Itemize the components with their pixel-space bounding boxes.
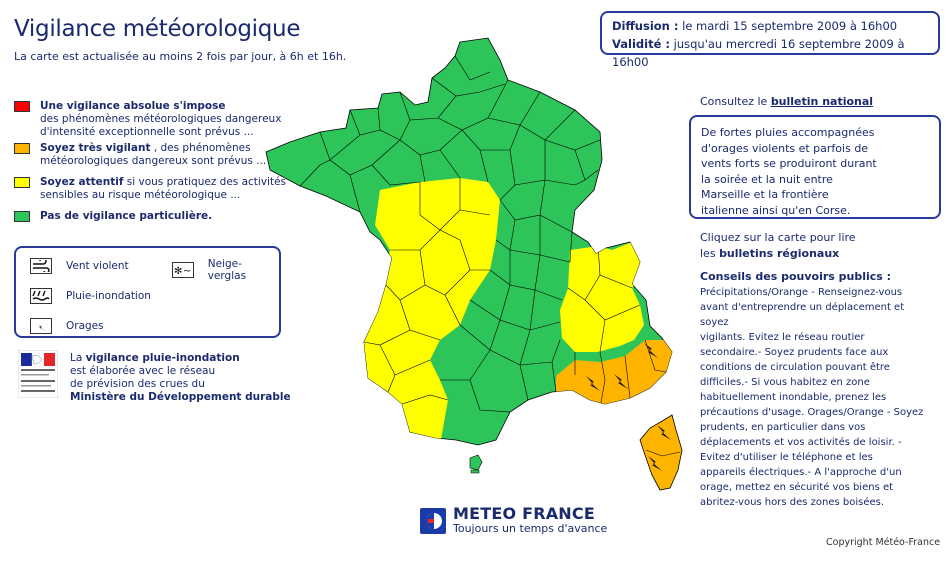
conseils-line: orage, mettez en sécurité vos biens et [700, 482, 894, 493]
svg-text:~: ~ [182, 266, 192, 276]
rain-flood-icon [30, 288, 52, 304]
legend-swatch-yellow [14, 177, 30, 188]
legend-swatch-red [14, 101, 30, 112]
phen-pluie [30, 288, 151, 304]
brand-tagline: Toujours un temps d'avance [453, 522, 608, 535]
meteo-france-logo[interactable] [420, 506, 607, 535]
bulletin-line: italienne ainsi qu'en Corse. [701, 203, 851, 217]
conseils-title: Conseils des pouvoirs publics : [700, 270, 892, 283]
legend-orange-text: , des phénomènes météorologiques dangereux sont prévus ... [40, 142, 267, 167]
page-title: Vigilance météorologique [14, 16, 301, 42]
conseils-line: précautions d'usage. Orages/Orange - Soyez [700, 407, 924, 418]
page-subtitle: La carte est actualisée au moins 2 fois par jour, à 6h et 16h. [14, 50, 347, 63]
validite-label: Validité : [612, 37, 670, 51]
conseils-line: difficiles.- Si vous habitez en zone [700, 377, 870, 388]
vig-pluie-line1-pre: La [70, 352, 86, 364]
phen-neige-label: Neige-verglas [207, 258, 247, 282]
validite-value: jusqu'au mercredi 16 septembre 2009 à 16h00 [612, 37, 905, 69]
diffusion-value: le mardi 15 septembre 2009 à 16h00 [678, 19, 898, 33]
bulletin-line: d'orages violents et parfois de [701, 141, 869, 155]
conseils-line: abritez-vous hors des zones boisées. [700, 497, 885, 508]
conseils-line: Précipitations/Orange - Renseignez-vous [700, 287, 903, 298]
legend-red-title: Une vigilance absolue s'impose [40, 100, 226, 112]
phen-orages [30, 318, 104, 334]
brand-name: METEO FRANCE [453, 504, 595, 523]
diffusion-label: Diffusion : [612, 19, 679, 33]
svg-text:✻: ✻ [173, 266, 183, 276]
france-vigilance-map[interactable] [258, 34, 693, 494]
legend-yellow-title: Soyez attentif [40, 176, 124, 188]
regional-line2-pre: les [700, 247, 720, 260]
legend-swatch-green [14, 211, 30, 222]
conseils-line: prudents, en particulier dans vos [700, 422, 866, 433]
bulletin-national-link[interactable]: bulletin national [770, 95, 874, 108]
bulletin-line: la soirée et la nuit entre [701, 172, 833, 186]
phen-vent [30, 258, 129, 274]
wind-icon [30, 258, 52, 274]
conseils-line: secondaire.- Soyez prudents face aux [700, 347, 889, 358]
legend-red-text: des phénomènes météorologiques dangereux d'intensité exceptionnelle sont prévus ... [40, 113, 282, 138]
consult-national [700, 95, 873, 108]
phen-vent-label: Vent violent [66, 260, 129, 272]
zone-yellow-alps[interactable] [560, 242, 644, 352]
conseils-text [700, 285, 932, 510]
bulletin-line: Marseille et la frontière [701, 188, 829, 201]
legend-orange-title: Soyez très vigilant [40, 142, 151, 154]
bulletin-summary-box [689, 115, 941, 219]
regional-prompt [700, 230, 856, 262]
conseils-line: avant d'entreprendre un déplacement et soyez [700, 302, 905, 328]
vig-pluie-line4: Ministère du Développement durable [70, 391, 291, 403]
conseils-line: habituellement inondable, prenez les [700, 392, 887, 403]
legend-yellow-text: si vous pratiquez des activités sensibles au risque météorologique ... [40, 176, 287, 201]
legend-green-title: Pas de vigilance particulière. [40, 210, 213, 222]
meteo-france-emblem-icon [420, 508, 446, 534]
vig-pluie-line1-bold: vigilance pluie-inondation [85, 352, 240, 364]
republique-francaise-logo [18, 350, 58, 398]
small-territory[interactable] [470, 455, 482, 470]
phen-orages-label: Orages [66, 320, 104, 332]
corsica[interactable] [640, 415, 682, 490]
legend-swatch-orange [14, 143, 30, 154]
phen-pluie-label: Pluie-inondation [66, 290, 151, 302]
lightning-icon [30, 318, 52, 334]
bulletin-line: vents forts se produiront durant [701, 157, 877, 170]
vig-pluie-line3: de prévision des crues du [70, 378, 205, 390]
conseils-line: conditions de circulation pouvant être [700, 362, 890, 373]
vig-pluie-line2: est élaborée avec le réseau [70, 365, 216, 377]
conseils-line: Evitez d'utiliser le téléphone et les [700, 452, 873, 463]
small-territory-2 [471, 470, 479, 473]
conseils-line: vigilants. Evitez le réseau routier [700, 332, 865, 343]
bulletins-regionaux-link[interactable]: bulletins régionaux [719, 247, 840, 260]
snow-icon [172, 262, 194, 278]
bulletin-line: De fortes pluies accompagnées [701, 126, 875, 139]
conseils-line: appareils électriques.- A l'approche d'un [700, 467, 902, 478]
copyright: Copyright Météo-France [826, 537, 941, 548]
regional-line1: Cliquez sur la carte pour lire [700, 231, 856, 244]
consult-pre: Consultez le [700, 95, 771, 108]
phenomena-legend [14, 246, 281, 338]
conseils-line: déplacements et vos activités de loisir. - [700, 437, 902, 448]
